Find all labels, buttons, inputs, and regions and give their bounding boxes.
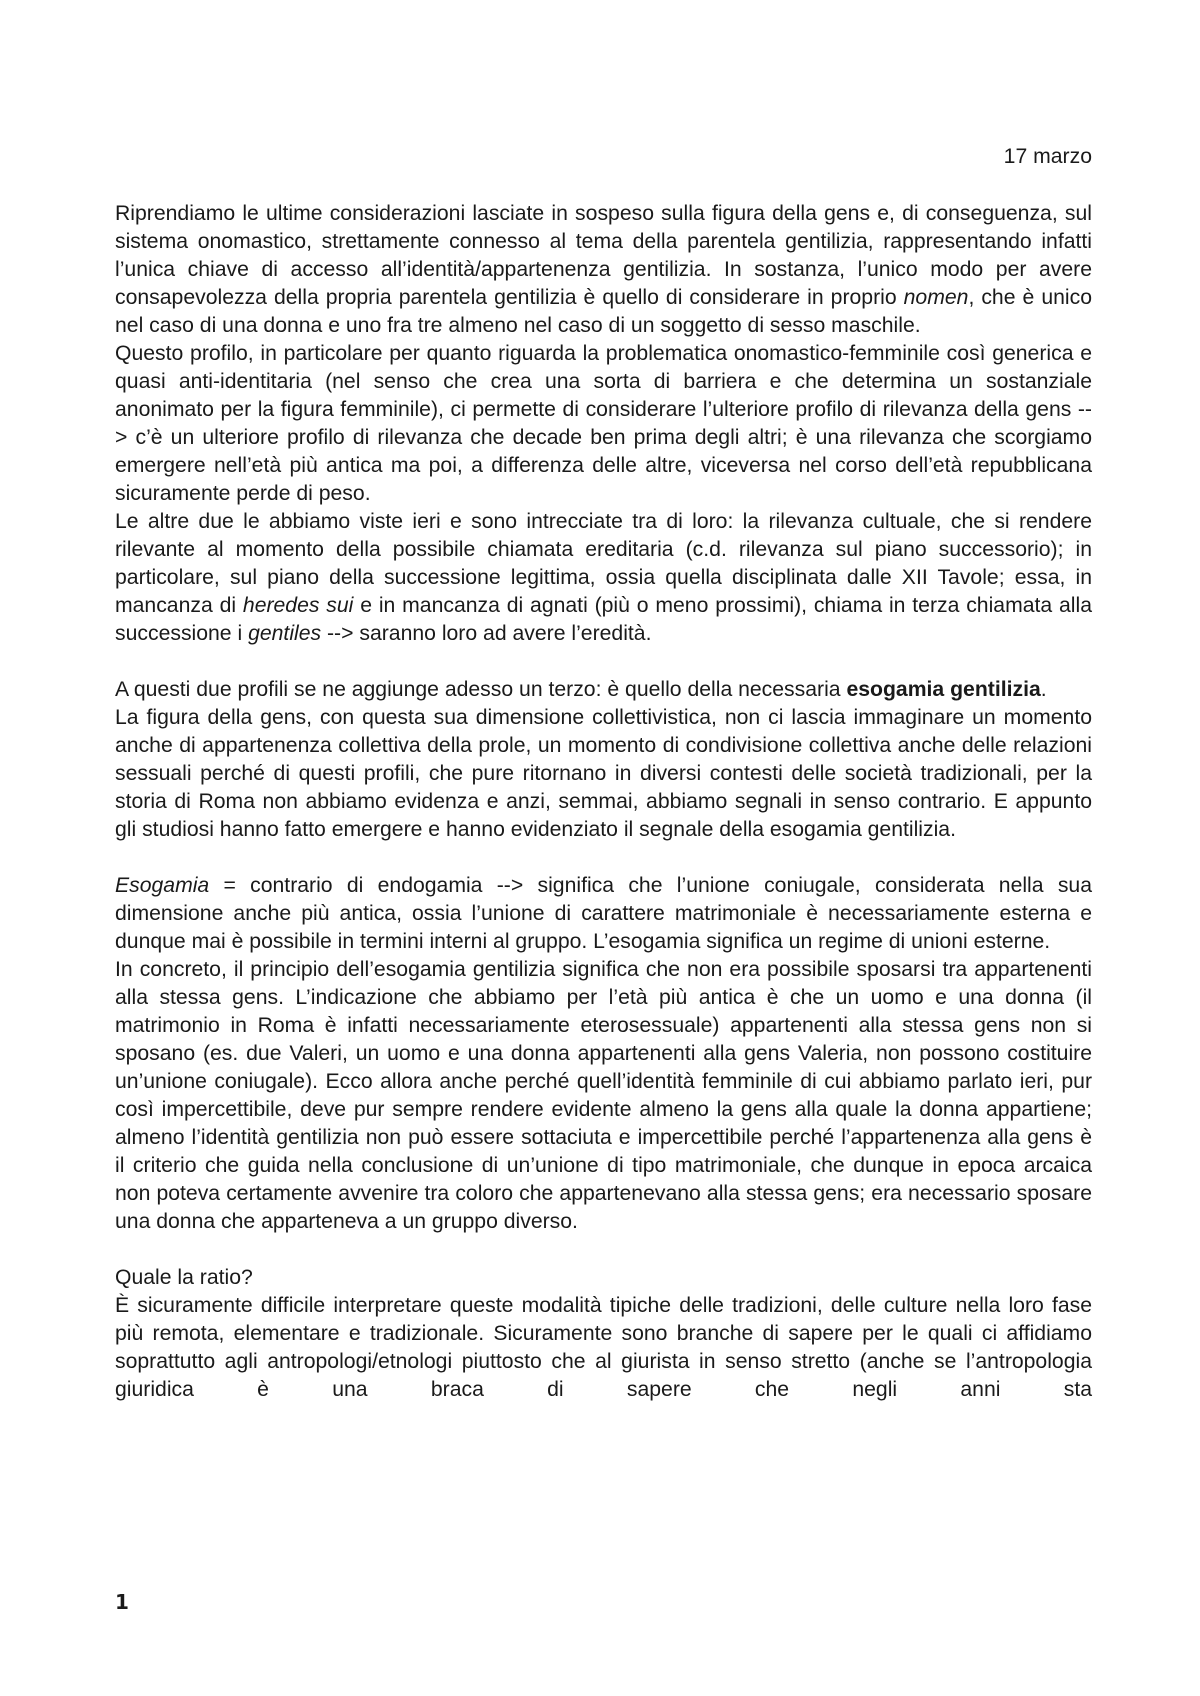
document-date: 17 marzo	[1003, 145, 1092, 168]
document-body	[115, 200, 1092, 1404]
paragraph-1-text-a: Riprendiamo le ultime considerazioni lasciate in sospeso sulla figura della gens e, di conseguenza, sul sistema onomastico, strettamente connesso al tema della parentela gentilizia, rappresentando infatti l’unica chiave di accesso all’identità/appartenenza gentilizia. In sostanza, l’unico modo per avere consapevolezza della propria parentela gentilizia è quello di considerare in proprio	[115, 202, 1092, 309]
paragraph-3-italic-heredes-sui: heredes sui	[242, 594, 354, 617]
paragraph-4-bold-esogamia-gentilizia: esogamia gentilizia	[846, 678, 1041, 701]
paragraph-2: Questo profilo, in particolare per quanto riguarda la problematica onomastico-femminile così generica e quasi anti-identitaria (nel senso che crea una sorta di barriera e che determina un sostanziale anonimato per la figura femminile), ci permette di considerare l’ulteriore profilo di rilevanza della gens --> c’è un ulteriore profilo di rilevanza che decade ben prima degli altri; è una rilevanza che scorgiamo emergere nell’età più antica ma poi, a differenza delle altre, viceversa nel corso dell’età repubblicana sicuramente perde di peso.	[115, 342, 1092, 505]
paragraph-1-text-b: , che è unico nel caso di una donna e uno fra tre almeno nel caso di un soggetto di sesso maschile.	[115, 286, 1092, 337]
paragraph-1-italic-nomen: nomen	[903, 286, 969, 309]
paragraph-4	[115, 676, 1092, 704]
paragraph-3-text-a: Le altre due le abbiamo viste ieri e sono intrecciate tra di loro: la rilevanza cultuale, che si rendere rilevante al momento della possibile chiamata ereditaria (c.d. rilevanza sul piano successorio); in particolare, sul piano della successione legittima, ossia quella disciplinata dalle XII Tavole; essa, in mancanza di	[115, 510, 1092, 617]
paragraph-3-text-c: --> saranno loro ad avere l’eredità.	[321, 622, 652, 645]
paragraph-1	[115, 200, 1092, 340]
paragraph-3-italic-gentiles: gentiles	[248, 622, 322, 645]
paragraph-6-italic-esogamia: Esogamia	[115, 874, 210, 897]
page-number: 1	[115, 1590, 129, 1614]
paragraph-7: In concreto, il principio dell’esogamia gentilizia significa che non era possibile sposarsi tra appartenenti alla stessa gens. L’indicazione che abbiamo per l’età più antica è che un uomo e una donna (il matrimonio in Roma è infatti necessariamente eterosessuale) appartenenti alla stessa gens non si sposano (es. due Valeri, un uomo e una donna appartenenti alla gens Valeria, non possono costituire un’unione coniugale). Ecco allora anche perché quell’identità femminile di cui abbiamo parlato ieri, pur così impercettibile, deve pur sempre rendere evidente almeno la gens alla quale la donna appartiene; almeno l’identità gentilizia non può essere sottaciuta e impercettibile perché l’appartenenza alla gens è il criterio che guida nella conclusione di un’unione di tipo matrimoniale, che dunque in epoca arcaica non poteva certamente avvenire tra coloro che appartenevano alla stessa gens; era necessario sposare una donna che apparteneva a un gruppo diverso.	[115, 958, 1092, 1233]
paragraph-9: È sicuramente difficile interpretare queste modalità tipiche delle tradizioni, delle culture nella loro fase più remota, elementare e tradizionale. Sicuramente sono branche di sapere per le quali ci affidiamo soprattutto agli antropologi/etnologi piuttosto che al giurista in senso stretto (anche se l’antropologia giuridica è una braca di sapere che negli anni sta	[115, 1294, 1092, 1401]
paragraph-3-text-b: e in mancanza di agnati (più o meno prossimi), chiama in terza chiamata alla successione i	[115, 594, 1092, 645]
paragraph-8: Quale la ratio?	[115, 1266, 253, 1289]
paragraph-3	[115, 508, 1092, 648]
paragraph-6-text: = contrario di endogamia --> significa che l’unione coniugale, considerata nella sua dimensione anche più antica, ossia l’unione di carattere matrimoniale è necessariamente esterna e dunque mai è possibile in termini interni al gruppo. L’esogamia significa un regime di unioni esterne.	[115, 874, 1092, 953]
paragraph-4-text-b: .	[1040, 678, 1047, 701]
paragraph-5: La figura della gens, con questa sua dimensione collettivistica, non ci lascia immaginare un momento anche di appartenenza collettiva della prole, un momento di condivisione collettiva anche delle relazioni sessuali perché di questi profili, che pure ritornano in diversi contesti delle società tradizionali, per la storia di Roma non abbiamo evidenza e anzi, semmai, abbiamo segnali in senso contrario. E appunto gli studiosi hanno fatto emergere e hanno evidenziato il segnale della esogamia gentilizia.	[115, 706, 1092, 841]
paragraph-6	[115, 872, 1092, 956]
paragraph-4-text-a: A questi due profili se ne aggiunge adesso un terzo: è quello della necessaria	[115, 678, 847, 701]
